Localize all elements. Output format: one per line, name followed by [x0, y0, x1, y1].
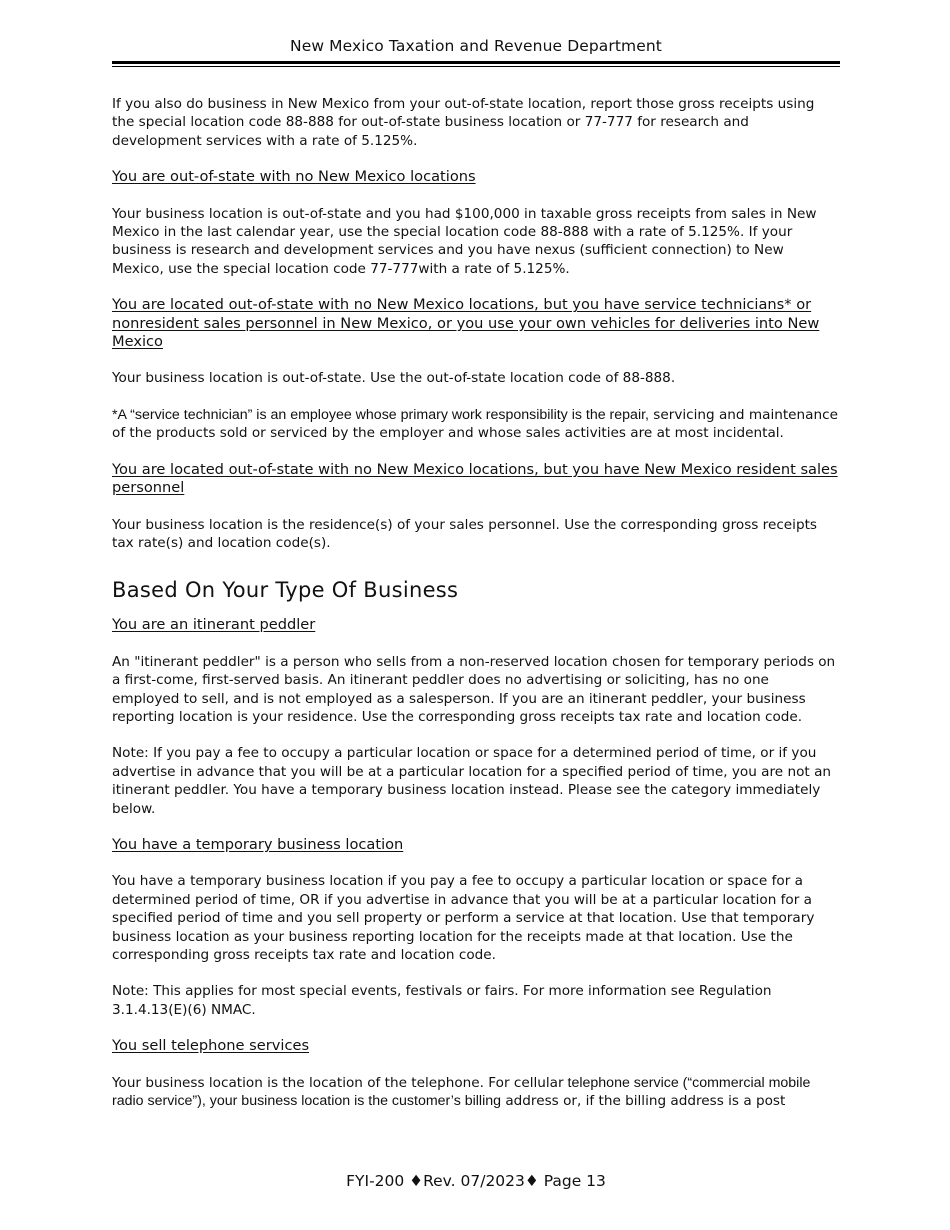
heading-service-technicians: You are located out-of-state with no New Mexico locations, but you have service technicians* or nonresident sales personnel in New Mexico, or you use your own vehicles for deliveries into New Mexico	[112, 296, 820, 351]
paragraph-out-of-state-no-locations: Your business location is out-of-state and you had $100,000 in taxable gross receipts from sales in New Mexico in the last calendar year, use the special location code 88-888 with a rate of 5.125%. If your business is research and development services and you have nexus (sufficient connection) to New Mexico, use the special location code 77-777with a rate of 5.125%.	[112, 205, 817, 277]
document-body	[112, 95, 838, 1110]
telephone-part-c: address or, if the billing address is a post	[501, 1093, 786, 1110]
paragraph-telephone-services	[112, 1074, 838, 1111]
heading-out-of-state-no-locations: You are out-of-state with no New Mexico locations	[112, 168, 476, 186]
page-header: New Mexico Taxation and Revenue Department	[290, 37, 662, 55]
heading-temporary-location: You have a temporary business location	[112, 835, 404, 853]
footnote-part-b: servicing and maintenance of the products sold or serviced by the employer and whose sales activities are at most incidental.	[112, 406, 838, 442]
header-rule-thin	[112, 66, 840, 67]
footnote-part-a: *A “service technician” is an employee whose primary work responsibility is the repair,	[112, 406, 649, 423]
telephone-part-a: Your business location is the location of the telephone. For cellular	[112, 1074, 564, 1091]
heading-resident-sales-personnel: You are located out-of-state with no New Mexico locations, but you have New Mexico resident sales personnel	[112, 460, 838, 497]
telephone-part-b: telephone service (“commercial mobile radio service”), your business location is the customer’s billing	[112, 1074, 811, 1110]
header-rule-thick	[112, 61, 840, 64]
section-title: Based On Your Type Of Business	[112, 578, 459, 603]
paragraph-service-technicians: Your business location is out-of-state. Use the out-of-state location code of 88-888.	[112, 370, 676, 387]
paragraph-temporary-location: You have a temporary business location if you pay a fee to occupy a particular location or space for a determined period of time, OR if you advertise in advance that you will be at a particular location for a specified period of time and you sell property or perform a service at that location. Use that temporary business location as your business reporting location for the receipts made at that location. Use the corresponding gross receipts tax rate and location code.	[112, 873, 815, 963]
note-temporary-location: Note: This applies for most special events, festivals or fairs. For more information see Regulation 3.1.4.13(E)(6) NMAC.	[112, 983, 772, 1018]
paragraph-resident-sales-personnel: Your business location is the residence(s) of your sales personnel. Use the corresponding gross receipts tax rate(s) and location code(s).	[112, 516, 817, 551]
intro-paragraph: If you also do business in New Mexico from your out-of-state location, report those gross receipts using the special location code 88-888 for out-of-state business location or 77-777 for research and development services with a rate of 5.125%.	[112, 96, 815, 149]
page-footer: FYI-200 ♦Rev. 07/2023♦ Page 13	[346, 1172, 606, 1190]
heading-telephone-services: You sell telephone services	[112, 1037, 310, 1055]
service-technician-footnote	[112, 406, 838, 443]
note-itinerant-peddler: Note: If you pay a fee to occupy a particular location or space for a determined period of time, or if you advertise in advance that you will be at a particular location for a specified period of time, you are not an itinerant peddler. You have a temporary business location instead. Please see the category immediately below.	[112, 745, 832, 817]
paragraph-itinerant-peddler: An "itinerant peddler" is a person who sells from a non-reserved location chosen for temporary periods on a first-come, first-served basis. An itinerant peddler does no advertising or soliciting, has no one employed to sell, and is not employed as a salesperson. If you are an itinerant peddler, your business reporting location is your residence. Use the corresponding gross receipts tax rate and location code.	[112, 653, 836, 725]
heading-itinerant-peddler: You are an itinerant peddler	[112, 616, 316, 634]
